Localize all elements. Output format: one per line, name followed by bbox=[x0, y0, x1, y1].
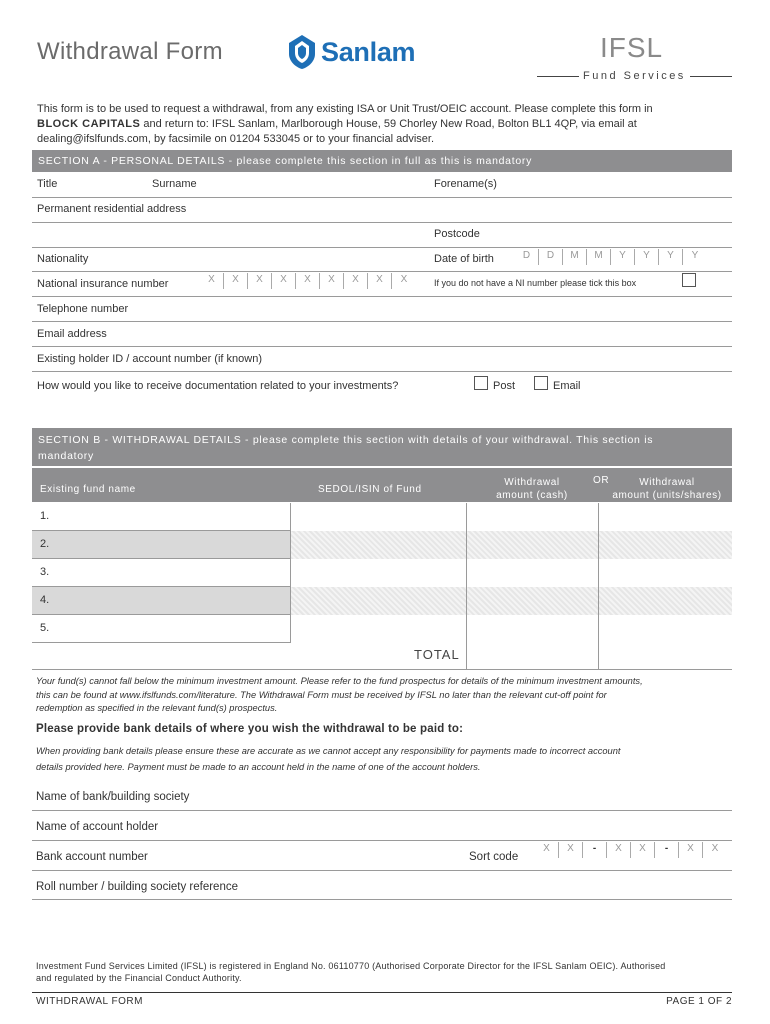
dob-label: Date of birth bbox=[434, 253, 494, 265]
roll-number-label: Roll number / building society reference bbox=[36, 881, 238, 893]
dob-box[interactable]: D bbox=[515, 249, 539, 265]
sanlam-shield-icon bbox=[287, 34, 317, 70]
account-number-label: Bank account number bbox=[36, 851, 148, 863]
row-number: 4. bbox=[40, 594, 50, 606]
roll-number-field[interactable] bbox=[270, 875, 732, 899]
holder-id-field[interactable] bbox=[310, 347, 732, 371]
ni-box[interactable]: X bbox=[248, 273, 272, 289]
divider bbox=[32, 271, 732, 272]
divider bbox=[32, 810, 732, 811]
sedol-cell[interactable] bbox=[290, 587, 466, 615]
ni-box[interactable]: X bbox=[200, 273, 224, 289]
nationality-field[interactable] bbox=[100, 248, 420, 272]
sedol-cell[interactable] bbox=[290, 615, 466, 643]
table-header bbox=[32, 468, 732, 502]
divider bbox=[32, 899, 732, 900]
cash-cell[interactable] bbox=[466, 587, 598, 615]
post-checkbox[interactable] bbox=[474, 376, 488, 390]
cash-cell[interactable] bbox=[466, 559, 598, 587]
sedol-cell[interactable] bbox=[290, 559, 466, 587]
units-cell[interactable] bbox=[598, 587, 732, 615]
sort-code-label: Sort code bbox=[469, 851, 519, 863]
sort-separator: - bbox=[655, 842, 679, 858]
sort-box[interactable]: X bbox=[679, 842, 703, 858]
nationality-label: Nationality bbox=[37, 253, 89, 265]
surname-label: Surname bbox=[152, 178, 197, 190]
telephone-field[interactable] bbox=[150, 297, 732, 321]
row-number: 1. bbox=[40, 510, 50, 522]
cash-cell[interactable] bbox=[466, 615, 598, 643]
name-field[interactable] bbox=[32, 173, 732, 197]
footer-left: WITHDRAWAL FORM bbox=[36, 996, 143, 1007]
docs-question: How would you like to receive documentation related to your investments? bbox=[37, 380, 399, 392]
divider bbox=[537, 76, 579, 77]
units-cell[interactable] bbox=[598, 503, 732, 531]
ni-box[interactable]: X bbox=[320, 273, 344, 289]
cash-cell[interactable] bbox=[466, 531, 598, 559]
dob-box[interactable]: Y bbox=[691, 250, 699, 261]
row-number: 2. bbox=[40, 538, 50, 550]
postcode-field[interactable] bbox=[490, 223, 732, 247]
table-row bbox=[32, 615, 732, 643]
intro-line: and return to: IFSL Sanlam, Marlborough House, 59 Chorley New Road, Bolton BL1 4QP, via email at bbox=[140, 118, 637, 130]
address-field[interactable] bbox=[32, 198, 732, 222]
sort-separator: - bbox=[583, 842, 607, 858]
post-label: Post bbox=[493, 380, 516, 392]
note-line: When providing bank details please ensure these are accurate as we cannot accept any responsibility for payments made to incorrect account bbox=[36, 746, 621, 756]
sort-box[interactable]: X bbox=[559, 842, 583, 858]
dob-box[interactable]: Y bbox=[659, 249, 683, 265]
note-line: Your fund(s) cannot fall below the minimum investment amount. Please refer to the fund prospectus for details of the minimum investment amounts, bbox=[36, 676, 643, 686]
table-row bbox=[32, 559, 732, 587]
email-label: Email address bbox=[37, 328, 107, 340]
note-line: this can be found at www.ifslfunds.com/literature. The Withdrawal Form must be received by IFSL no later than the relevant cut-off point for bbox=[36, 689, 607, 700]
dob-box[interactable]: M bbox=[587, 249, 611, 265]
row-number: 3. bbox=[40, 566, 50, 578]
sedol-cell[interactable] bbox=[290, 503, 466, 531]
registration-line: and regulated by the Financial Conduct Authority. bbox=[36, 973, 242, 983]
no-ni-checkbox[interactable] bbox=[682, 273, 696, 287]
col-sedol: SEDOL/ISIN of Fund bbox=[318, 484, 422, 495]
ni-label: National insurance number bbox=[37, 278, 169, 290]
postcode-label: Postcode bbox=[434, 228, 480, 240]
bank-note bbox=[36, 743, 736, 775]
total-units-cell[interactable] bbox=[598, 642, 732, 669]
ni-box[interactable]: X bbox=[368, 273, 392, 289]
account-number-field[interactable] bbox=[170, 845, 460, 869]
units-cell[interactable] bbox=[598, 559, 732, 587]
intro-text bbox=[37, 102, 732, 147]
intro-line: This form is to be used to request a withdrawal, from any existing ISA or Unit Trust/OEIC account. Please complete this form in bbox=[37, 103, 653, 115]
dob-box[interactable]: M bbox=[563, 249, 587, 265]
units-cell[interactable] bbox=[598, 531, 732, 559]
col-units bbox=[602, 476, 732, 502]
brand-name: Sanlam bbox=[321, 36, 416, 67]
telephone-label: Telephone number bbox=[37, 303, 129, 315]
section-b-heading bbox=[32, 428, 732, 466]
section-b-heading-line: mandatory bbox=[38, 450, 94, 462]
ni-box[interactable]: X bbox=[400, 274, 408, 285]
ifsl-subtitle: Fund Services bbox=[583, 70, 686, 82]
ni-box[interactable]: X bbox=[296, 273, 320, 289]
cash-cell[interactable] bbox=[466, 503, 598, 531]
row-number: 5. bbox=[40, 622, 50, 634]
footer-divider bbox=[32, 992, 732, 993]
ni-box[interactable]: X bbox=[344, 273, 368, 289]
email-field[interactable] bbox=[120, 322, 732, 346]
sort-box[interactable]: X bbox=[631, 842, 655, 858]
form-title: Withdrawal Form bbox=[37, 38, 223, 65]
divider bbox=[690, 76, 732, 77]
sort-box[interactable]: X bbox=[607, 842, 631, 858]
col-cash-line: amount (cash) bbox=[496, 490, 568, 501]
or-label: OR bbox=[593, 475, 610, 486]
divider bbox=[32, 840, 732, 841]
section-b-heading-line: SECTION B - WITHDRAWAL DETAILS - please complete this section with details of your withdrawal. This section is bbox=[38, 434, 654, 446]
sort-code-field[interactable] bbox=[535, 842, 727, 858]
table-row bbox=[32, 503, 732, 531]
divider bbox=[32, 870, 732, 871]
bank-name-label: Name of bank/building society bbox=[36, 791, 190, 803]
note-line: details provided here. Payment must be made to an account held in the name of one of the account holders. bbox=[36, 762, 481, 772]
bank-name-field[interactable] bbox=[220, 785, 732, 809]
no-ni-label: If you do not have a NI number please tick this box bbox=[434, 278, 637, 288]
table-row bbox=[32, 531, 732, 559]
account-holder-field[interactable] bbox=[180, 815, 732, 839]
ni-box[interactable]: X bbox=[272, 273, 296, 289]
ni-field[interactable] bbox=[200, 273, 416, 289]
note-line: redemption as specified in the relevant fund(s) prospectus. bbox=[36, 703, 278, 713]
forenames-label: Forename(s) bbox=[434, 178, 497, 190]
dob-field[interactable] bbox=[515, 249, 707, 265]
section-a-heading: SECTION A - PERSONAL DETAILS - please complete this section in full as this is mandatory bbox=[32, 150, 732, 172]
ifsl-logo: IFSL bbox=[600, 32, 664, 63]
sedol-cell[interactable] bbox=[290, 531, 466, 559]
address-label: Permanent residential address bbox=[37, 203, 187, 215]
col-cash bbox=[482, 476, 582, 502]
page-number: PAGE 1 OF 2 bbox=[666, 996, 732, 1007]
account-holder-label: Name of account holder bbox=[36, 821, 159, 833]
col-cash-line: Withdrawal bbox=[504, 477, 560, 488]
ni-box[interactable]: X bbox=[224, 273, 248, 289]
registration-line: Investment Fund Services Limited (IFSL) is registered in England No. 06110770 (Authorised Corporate Director for the IFSL Sanlam OEIC). Authorised bbox=[36, 961, 666, 971]
registration-note bbox=[36, 960, 736, 984]
units-cell[interactable] bbox=[598, 615, 732, 643]
sort-box[interactable]: X bbox=[711, 843, 719, 854]
col-fund: Existing fund name bbox=[40, 484, 136, 495]
min-investment-note bbox=[36, 675, 736, 716]
total-cash-cell[interactable] bbox=[466, 642, 598, 669]
sanlam-logo bbox=[287, 34, 415, 70]
email-checkbox[interactable] bbox=[534, 376, 548, 390]
total-label: TOTAL bbox=[414, 647, 460, 662]
dob-box[interactable]: Y bbox=[635, 249, 659, 265]
divider bbox=[32, 371, 732, 372]
col-units-line: Withdrawal bbox=[639, 477, 695, 488]
dob-box[interactable]: D bbox=[539, 249, 563, 265]
title-label: Title bbox=[37, 178, 58, 190]
dob-box[interactable]: Y bbox=[611, 249, 635, 265]
total-row bbox=[32, 642, 732, 670]
email-option-label: Email bbox=[553, 380, 581, 392]
table-row bbox=[32, 587, 732, 615]
bank-heading: Please provide bank details of where you wish the withdrawal to be paid to: bbox=[36, 723, 464, 735]
intro-line: dealing@ifslfunds.com, by facsimile on 01204 533045 or to your financial adviser. bbox=[37, 133, 435, 145]
sort-box[interactable]: X bbox=[535, 842, 559, 858]
holder-id-label: Existing holder ID / account number (if known) bbox=[37, 353, 262, 365]
col-units-line: amount (units/shares) bbox=[612, 490, 722, 501]
block-capitals: BLOCK CAPITALS bbox=[37, 118, 141, 130]
